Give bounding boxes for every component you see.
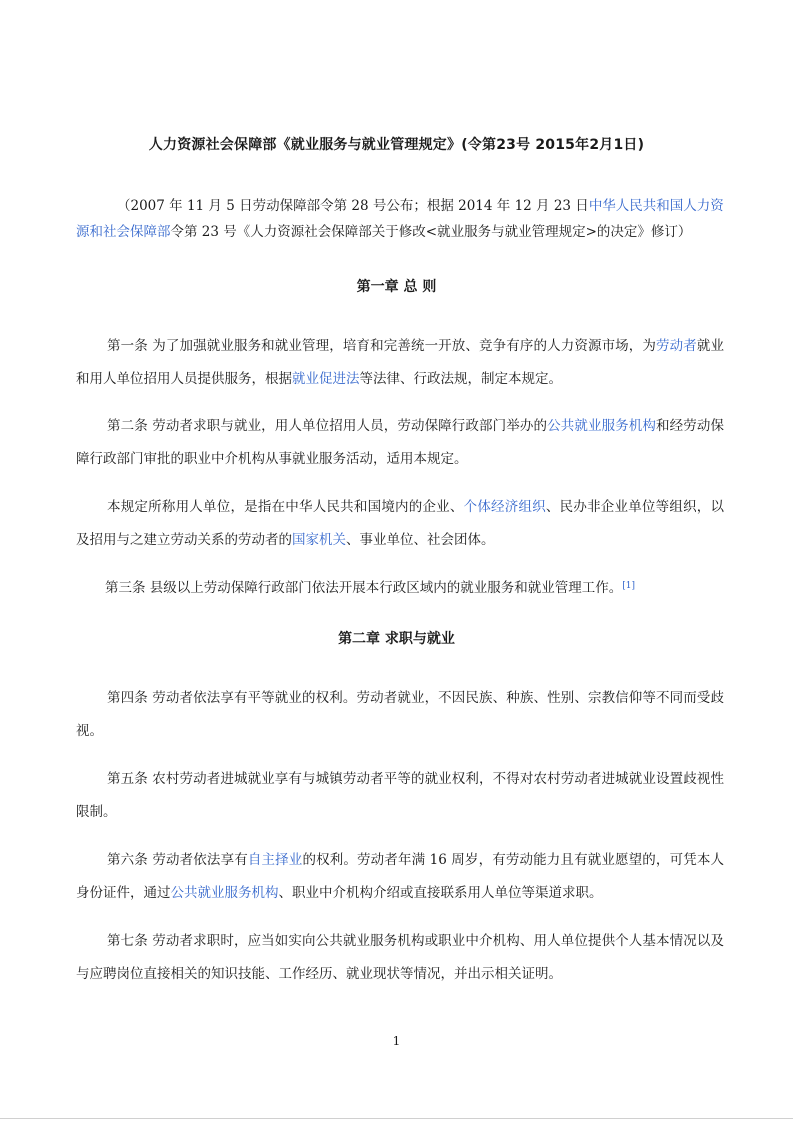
article-2 bbox=[76, 410, 724, 476]
article-6-text-2: 的权利。劳动者年满 16 周岁，有劳动能力且有就业愿望的，可凭本人身份证件，通过 bbox=[76, 852, 725, 901]
article-1-text-3: 等法律、行政法规，制定本规定。 bbox=[359, 371, 562, 387]
note-text-2: 令第 23 号《人力资源社会保障部关于修改<就业服务与就业管理规定>的决定》修订） bbox=[170, 224, 692, 240]
article-7: 第七条 劳动者求职时，应当如实向公共就业服务机构或职业中介机构、用人单位提供个人基本情况以及与应聘岗位直接相关的知识技能、工作经历、就业现状等情况，并出示相关证明。 bbox=[76, 933, 724, 982]
link-ministry[interactable]: 中华人民共和国人力资源和社会保障部 bbox=[76, 198, 724, 240]
link-public-employment-service[interactable]: 公共就业服务机构 bbox=[547, 418, 657, 434]
page-bottom-divider bbox=[0, 1118, 793, 1119]
amendment-note bbox=[76, 193, 724, 245]
article-1-text-1: 第一条 为了加强就业服务和就业管理，培育和完善统一开放、竞争有序的人力资源市场，为 bbox=[107, 338, 657, 354]
document-title: 人力资源社会保障部《就业服务与就业管理规定》(令第23号 2015年2月1日) bbox=[148, 137, 645, 153]
article-6-text-3: 、职业中介机构介绍或直接联系用人单位等渠道求职。 bbox=[278, 885, 603, 901]
reference-link[interactable]: [1] bbox=[622, 581, 636, 591]
article-6 bbox=[76, 844, 724, 910]
link-laborer[interactable]: 劳动者 bbox=[656, 338, 697, 354]
article-2-paragraph-2 bbox=[76, 491, 724, 557]
article-2b-text-3: 、事业单位、社会团体。 bbox=[346, 532, 495, 548]
note-text-1: （2007 年 11 月 5 日劳动保障部令第 28 号公布；根据 2014 年 12 月 23 日 bbox=[117, 198, 589, 214]
chapter-2-heading: 第二章 求职与就业 bbox=[338, 631, 455, 647]
page-number: 1 bbox=[392, 1034, 401, 1048]
article-4: 第四条 劳动者依法享有平等就业的权利。劳动者就业，不因民族、种族、性别、宗教信仰等不同而受歧视。 bbox=[76, 690, 724, 739]
article-1 bbox=[76, 330, 724, 396]
article-2-text-2: 和经劳动保障行政部门审批的职业中介机构从事就业服务活动，适用本规定。 bbox=[76, 418, 725, 467]
article-2b-text-2: 、民办非企业单位等组织，以及招用与之建立劳动关系的劳动者的 bbox=[76, 499, 725, 548]
link-state-organ[interactable]: 国家机关 bbox=[292, 532, 346, 548]
link-public-employment-service-2[interactable]: 公共就业服务机构 bbox=[170, 885, 279, 901]
article-5: 第五条 农村劳动者进城就业享有与城镇劳动者平等的就业权利，不得对农村劳动者进城就业设置歧视性限制。 bbox=[76, 771, 724, 820]
article-3-text: 第三条 县级以上劳动保障行政部门依法开展本行政区域内的就业服务和就业管理工作。 bbox=[105, 580, 623, 596]
link-employment-promotion-law[interactable]: 就业促进法 bbox=[292, 371, 360, 387]
article-2b-text-1: 本规定所称用人单位，是指在中华人民共和国境内的企业、 bbox=[107, 499, 464, 515]
link-individual-economic-org[interactable]: 个体经济组织 bbox=[463, 499, 546, 515]
chapter-1-heading: 第一章 总 则 bbox=[356, 279, 437, 295]
article-2-text-1: 第二条 劳动者求职与就业，用人单位招用人员，劳动保障行政部门举办的 bbox=[107, 418, 548, 434]
article-3 bbox=[76, 572, 724, 605]
link-self-employment-choice[interactable]: 自主择业 bbox=[247, 852, 303, 868]
article-1-text-2: 就业和用人单位招用人员提供服务，根据 bbox=[76, 338, 725, 387]
article-6-text-1: 第六条 劳动者依法享有 bbox=[107, 852, 248, 868]
